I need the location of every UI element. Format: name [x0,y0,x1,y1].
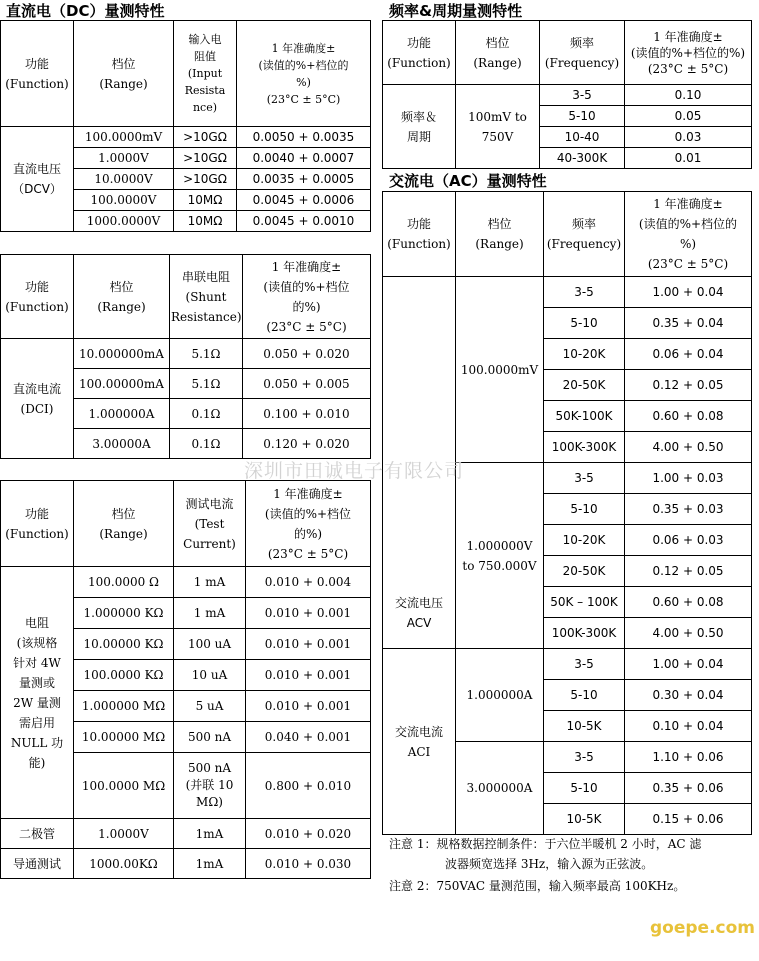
dci-header-function: 功能 (Function) [1,255,74,339]
table-cell: 0.050 + 0.020 [243,339,371,369]
table-cell: 0.010 + 0.004 [246,567,371,598]
table-cell: 0.100 + 0.010 [243,399,371,429]
table-cell: 3-5 [540,85,625,106]
ac-table [382,191,752,835]
table-cell: 100.0000 KΩ [74,660,174,691]
table-cell: 10-20K [544,525,625,556]
table-cell: 5.1Ω [170,369,243,399]
res-function: 电阻 (该规格 针对 4W 量测或 2W 量测 需启用 NULL 功 能) [1,567,74,819]
table-cell: 0.040 + 0.001 [246,722,371,753]
note-2: 注意 2：750VAC 量测范围，输入频率最高 100KHz。 [389,879,686,893]
freq-header-range: 档位 (Range) [456,21,540,85]
dcv-header-input: 输入电 阻值 (Input Resista nce) [174,21,237,127]
table-cell: 0.06 + 0.04 [625,339,752,370]
table-cell: 4.00 + 0.50 [625,618,752,649]
table-cell: 0.03 [625,127,752,148]
table-cell: 3-5 [544,463,625,494]
table-cell: 5 uA [174,691,246,722]
table-cell: 10.00000 KΩ [74,629,174,660]
table-cell: 5.1Ω [170,339,243,369]
table-cell: 0.010 + 0.020 [246,819,371,849]
dci-function: 直流电流 (DCI) [1,339,74,459]
dci-header-accuracy: 1 年准确度± (读值的%+档位 的%) (23°C ± 5°C) [243,255,371,339]
table-cell: 500 nA [174,722,246,753]
table-cell: 0.05 [625,106,752,127]
table-cell: 0.12 + 0.05 [625,370,752,401]
table-cell: 5-10 [540,106,625,127]
table-cell: 1.00 + 0.04 [625,649,752,680]
table-cell: 20-50K [544,370,625,401]
table-cell: 0.12 + 0.05 [625,556,752,587]
ac-header-accuracy: 1 年准确度± (读值的%+档位的 %) (23°C ± 5°C) [625,192,752,277]
table-cell: 10.00000 MΩ [74,722,174,753]
acv-range-1: 100.0000mV [456,277,544,463]
table-cell: 0.06 + 0.03 [625,525,752,556]
table-cell: 0.1Ω [170,399,243,429]
table-cell: 1.000000 MΩ [74,691,174,722]
table-cell: 100K-300K [544,618,625,649]
table-cell: 1.00 + 0.03 [625,463,752,494]
table-cell: 1.0000V [74,819,174,849]
table-cell: 100.0000 MΩ [74,753,174,819]
table-cell: >10GΩ [174,148,237,169]
res-header-function: 功能 (Function) [1,481,74,567]
table-cell: 4.00 + 0.50 [625,432,752,463]
table-cell: >10GΩ [174,127,237,148]
table-cell: 5-10 [544,308,625,339]
dcv-header-accuracy: 1 年准确度± (读值的%+档位的 %) (23°C ± 5°C) [237,21,371,127]
table-cell: 50K – 100K [544,587,625,618]
table-cell: 1000.0000V [74,211,174,232]
freq-table [382,20,752,169]
table-cell: 3-5 [544,742,625,773]
table-cell: 3-5 [544,649,625,680]
table-cell: 10 uA [174,660,246,691]
table-cell: 0.0035 + 0.0005 [237,169,371,190]
table-cell: 0.35 + 0.06 [625,773,752,804]
table-cell: 10.0000V [74,169,174,190]
freq-function: 频率＆ 周期 [383,85,456,169]
table-cell: 10.000000mA [74,339,170,369]
note-1-line-2: 波器频宽选择 3Hz，输入源为正弦波。 [445,857,654,871]
table-cell: 0.60 + 0.08 [625,587,752,618]
ac-header-function: 功能 (Function) [383,192,456,277]
table-cell: 0.60 + 0.08 [625,401,752,432]
table-cell: 0.10 + 0.04 [625,711,752,742]
aci-range-1: 1.000000A [456,649,544,742]
dc-title: 直流电（DC）量测特性 [6,2,165,20]
freq-header-accuracy: 1 年准确度± (读值的%+档位的%) (23°C ± 5°C) [625,21,752,85]
table-cell: 20-50K [544,556,625,587]
table-cell: 10-5K [544,804,625,835]
table-cell: 0.010 + 0.001 [246,660,371,691]
table-cell: 0.35 + 0.04 [625,308,752,339]
table-cell: 5-10 [544,494,625,525]
table-cell: 0.1Ω [170,429,243,459]
resistance-table [0,480,371,879]
acv-function: 交流电压 ACV [383,277,456,649]
dcv-function: 直流电压 （DCV） [1,127,74,232]
table-cell: 10-20K [544,339,625,370]
freq-header-frequency: 频率 (Frequency) [540,21,625,85]
table-cell: 1mA [174,849,246,879]
dcv-header-range: 档位 (Range) [74,21,174,127]
table-cell: 10MΩ [174,190,237,211]
ac-title: 交流电（AC）量测特性 [389,172,547,190]
note-1-line-1: 注意 1：规格数据控制条件：于六位半暖机 2 小时，AC 滤 [389,837,702,851]
table-cell: 0.01 [625,148,752,169]
ac-header-frequency: 频率 (Frequency) [544,192,625,277]
table-cell: 1000.00KΩ [74,849,174,879]
freq-header-function: 功能 (Function) [383,21,456,85]
table-cell: 0.010 + 0.001 [246,691,371,722]
acv-range-2: 1.000000V to 750.000V [456,463,544,649]
table-cell: 1.0000V [74,148,174,169]
table-cell: 100K-300K [544,432,625,463]
table-cell: 0.050 + 0.005 [243,369,371,399]
dcv-table [0,20,371,232]
res-header-test: 测试电流 (Test Current) [174,481,246,567]
aci-range-2: 3.000000A [456,742,544,835]
dci-table [0,254,371,459]
table-cell: 100.0000 Ω [74,567,174,598]
table-cell: 10MΩ [174,211,237,232]
logo: goepe.com [650,918,756,938]
table-cell: 0.0050 + 0.0035 [237,127,371,148]
res-header-accuracy: 1 年准确度± (读值的%+档位 的%) (23°C ± 5°C) [246,481,371,567]
table-cell: 0.010 + 0.001 [246,598,371,629]
table-cell: 0.010 + 0.001 [246,629,371,660]
continuity-function: 导通测试 [1,849,74,879]
table-cell: 1 mA [174,567,246,598]
table-cell: 5-10 [544,680,625,711]
table-cell: 0.120 + 0.020 [243,429,371,459]
table-cell: 100.0000mV [74,127,174,148]
table-cell: 0.0040 + 0.0007 [237,148,371,169]
table-cell: >10GΩ [174,169,237,190]
freq-range: 100mV to 750V [456,85,540,169]
table-cell: 0.15 + 0.06 [625,804,752,835]
table-cell: 1.000000 KΩ [74,598,174,629]
table-cell: 3.00000A [74,429,170,459]
table-cell: 1.00 + 0.04 [625,277,752,308]
diode-function: 二极管 [1,819,74,849]
table-cell: 1.10 + 0.06 [625,742,752,773]
table-cell: 1.000000A [74,399,170,429]
table-cell: 1mA [174,819,246,849]
table-cell: 5-10 [544,773,625,804]
res-header-range: 档位 (Range) [74,481,174,567]
table-cell: 0.30 + 0.04 [625,680,752,711]
table-cell: 0.0045 + 0.0010 [237,211,371,232]
dci-header-range: 档位 (Range) [74,255,170,339]
aci-function: 交流电流 ACI [383,649,456,835]
table-cell: 1 mA [174,598,246,629]
table-cell: 500 nA (并联 10 MΩ) [174,753,246,819]
table-cell: 3-5 [544,277,625,308]
freq-title: 频率&周期量测特性 [389,2,523,20]
table-cell: 50K-100K [544,401,625,432]
watermark: 深圳市田诚电子有限公司 [244,460,465,482]
dci-header-shunt: 串联电阻 (Shunt Resistance) [170,255,243,339]
table-cell: 10-5K [544,711,625,742]
table-cell: 40-300K [540,148,625,169]
table-cell: 100.00000mA [74,369,170,399]
dcv-header-function: 功能 (Function) [1,21,74,127]
table-cell: 0.800 + 0.010 [246,753,371,819]
table-cell: 0.010 + 0.030 [246,849,371,879]
ac-header-range: 档位 (Range) [456,192,544,277]
table-cell: 0.0045 + 0.0006 [237,190,371,211]
table-cell: 0.10 [625,85,752,106]
table-cell: 10-40 [540,127,625,148]
table-cell: 100 uA [174,629,246,660]
table-cell: 0.35 + 0.03 [625,494,752,525]
table-cell: 100.0000V [74,190,174,211]
